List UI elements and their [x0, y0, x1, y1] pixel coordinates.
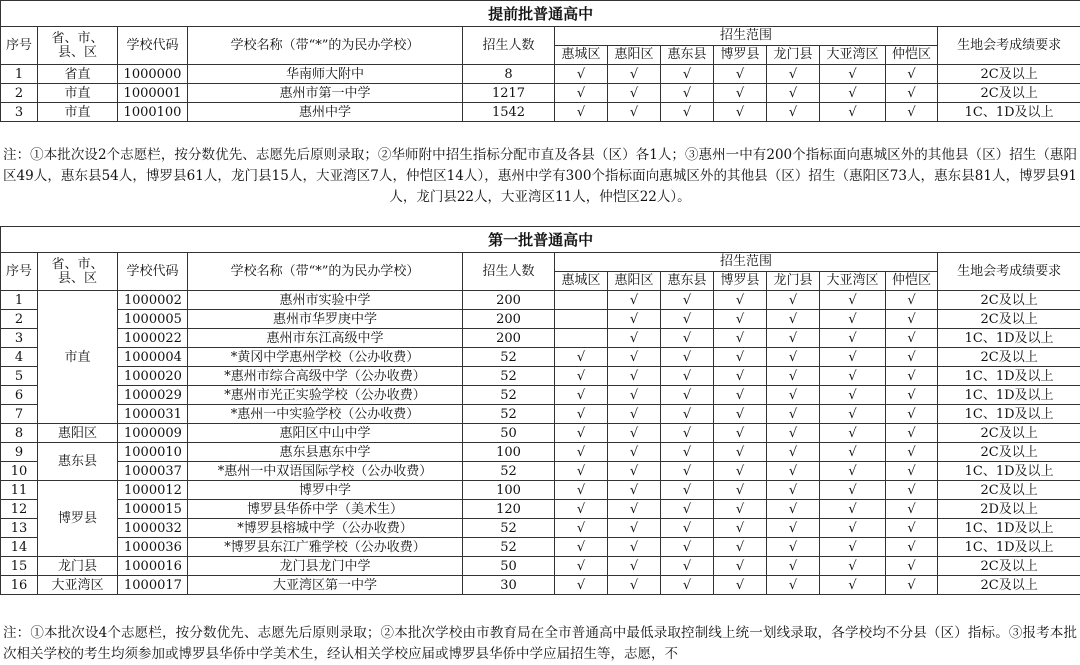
scope-check: √: [714, 443, 767, 462]
scope-check: √: [886, 84, 938, 103]
scope-check: √: [820, 519, 886, 538]
school-name: *黄冈中学惠州学校（公办收费）: [188, 348, 463, 367]
scope-check: √: [661, 557, 714, 576]
scope-check: √: [886, 519, 938, 538]
row-area: 博罗县: [38, 481, 118, 557]
scope-check: √: [886, 462, 938, 481]
enrollment-quota: 1542: [463, 103, 555, 122]
table-row: [1, 310, 1080, 329]
school-code: 1000002: [118, 291, 188, 310]
scope-check: [555, 310, 608, 329]
header-quota: 招生人数: [463, 253, 555, 291]
enrollment-quota: 52: [463, 367, 555, 386]
scope-check: √: [555, 557, 608, 576]
scope-check: √: [555, 462, 608, 481]
scope-check: √: [661, 500, 714, 519]
scope-check: √: [886, 329, 938, 348]
table-row: [1, 481, 1080, 500]
row-number: 1: [1, 291, 38, 310]
row-number: 3: [1, 103, 38, 122]
scope-check: √: [820, 538, 886, 557]
school-code: 1000036: [118, 538, 188, 557]
scope-check: √: [820, 310, 886, 329]
scope-check: √: [886, 291, 938, 310]
school-code: 1000012: [118, 481, 188, 500]
school-name: 华南师大附中: [188, 65, 463, 84]
row-number: 2: [1, 310, 38, 329]
scope-check: √: [661, 291, 714, 310]
scope-check: √: [886, 424, 938, 443]
scope-check: √: [714, 500, 767, 519]
scope-check: √: [886, 103, 938, 122]
scope-check: √: [714, 310, 767, 329]
scope-check: √: [661, 405, 714, 424]
header-region: 龙门县: [767, 46, 820, 65]
enrollment-quota: 120: [463, 500, 555, 519]
scope-check: √: [714, 462, 767, 481]
table-row: [1, 367, 1080, 386]
scope-check: √: [714, 557, 767, 576]
scope-check: √: [767, 348, 820, 367]
scope-check: √: [886, 443, 938, 462]
scope-check: √: [608, 557, 661, 576]
scope-check: √: [555, 65, 608, 84]
school-name: 惠州市东江高级中学: [188, 329, 463, 348]
section-title: 第一批普通高中: [1, 227, 1080, 253]
score-requirement: 2C及以上: [938, 348, 1080, 367]
scope-check: √: [767, 84, 820, 103]
scope-check: √: [886, 386, 938, 405]
scope-check: √: [608, 310, 661, 329]
header-code: 学校代码: [118, 27, 188, 65]
scope-check: √: [608, 576, 661, 595]
scope-check: √: [661, 481, 714, 500]
scope-check: √: [555, 103, 608, 122]
enrollment-quota: 1217: [463, 84, 555, 103]
header-scope: 招生范围: [555, 253, 938, 272]
scope-check: √: [886, 310, 938, 329]
table-row: [1, 519, 1080, 538]
row-number: 2: [1, 84, 38, 103]
scope-check: √: [767, 462, 820, 481]
enrollment-quota: 200: [463, 291, 555, 310]
score-requirement: 1C、1D及以上: [938, 538, 1080, 557]
school-name: *惠州一中实验学校（公办收费）: [188, 405, 463, 424]
score-requirement: 2C及以上: [938, 576, 1080, 595]
scope-check: √: [608, 481, 661, 500]
row-number: 3: [1, 329, 38, 348]
header-region: 大亚湾区: [820, 46, 886, 65]
table-row: [1, 84, 1080, 103]
enrollment-quota: 8: [463, 65, 555, 84]
scope-check: √: [661, 576, 714, 595]
scope-check: √: [608, 462, 661, 481]
enrollment-quota: 50: [463, 424, 555, 443]
enrollment-quota: 50: [463, 557, 555, 576]
scope-check: √: [608, 329, 661, 348]
scope-check: √: [661, 310, 714, 329]
score-requirement: 1C、1D及以上: [938, 462, 1080, 481]
row-number: 12: [1, 500, 38, 519]
row-area: 市直: [38, 84, 118, 103]
first-batch-table: [0, 226, 1080, 595]
scope-check: √: [608, 519, 661, 538]
scope-check: √: [555, 538, 608, 557]
scope-check: √: [555, 424, 608, 443]
row-number: 11: [1, 481, 38, 500]
header-region: 惠阳区: [608, 46, 661, 65]
enrollment-quota: 52: [463, 348, 555, 367]
scope-check: √: [555, 348, 608, 367]
row-number: 5: [1, 367, 38, 386]
row-area: 市直: [38, 291, 118, 424]
row-area: 大亚湾区: [38, 576, 118, 595]
scope-check: √: [661, 538, 714, 557]
scope-check: √: [820, 386, 886, 405]
score-requirement: 1C、1D及以上: [938, 386, 1080, 405]
scope-check: √: [714, 538, 767, 557]
school-code: 1000016: [118, 557, 188, 576]
scope-check: √: [714, 84, 767, 103]
school-code: 1000031: [118, 405, 188, 424]
school-code: 1000009: [118, 424, 188, 443]
row-number: 15: [1, 557, 38, 576]
header-region: 博罗县: [714, 272, 767, 291]
table-row: [1, 424, 1080, 443]
scope-check: √: [767, 519, 820, 538]
table-row: [1, 405, 1080, 424]
enrollment-quota: 52: [463, 462, 555, 481]
scope-check: √: [661, 424, 714, 443]
school-code: 1000032: [118, 519, 188, 538]
row-area: 省直: [38, 65, 118, 84]
school-code: 1000010: [118, 443, 188, 462]
scope-check: √: [714, 405, 767, 424]
enrollment-quota: 52: [463, 386, 555, 405]
table-row: [1, 103, 1080, 122]
score-requirement: 2C及以上: [938, 310, 1080, 329]
scope-check: √: [767, 386, 820, 405]
school-code: 1000000: [118, 65, 188, 84]
score-requirement: 2C及以上: [938, 481, 1080, 500]
row-area: 惠东县: [38, 443, 118, 481]
header-scope: 招生范围: [555, 27, 938, 46]
scope-check: √: [767, 65, 820, 84]
score-requirement: 2D及以上: [938, 500, 1080, 519]
table-row: [1, 538, 1080, 557]
school-code: 1000022: [118, 329, 188, 348]
header-region: 惠东县: [661, 272, 714, 291]
score-requirement: 2C及以上: [938, 65, 1080, 84]
scope-check: √: [820, 103, 886, 122]
score-requirement: 2C及以上: [938, 291, 1080, 310]
scope-check: √: [767, 500, 820, 519]
scope-check: √: [886, 481, 938, 500]
header-name: 学校名称（带“*”的为民办学校）: [188, 253, 463, 291]
scope-check: √: [714, 329, 767, 348]
row-number: 6: [1, 386, 38, 405]
school-code: 1000100: [118, 103, 188, 122]
header-region: 龙门县: [767, 272, 820, 291]
scope-check: √: [661, 519, 714, 538]
scope-check: √: [820, 291, 886, 310]
scope-check: √: [820, 65, 886, 84]
table-row: [1, 500, 1080, 519]
scope-check: √: [714, 103, 767, 122]
header-no: 序号: [1, 253, 38, 291]
scope-check: √: [714, 576, 767, 595]
scope-check: √: [820, 557, 886, 576]
scope-check: √: [661, 462, 714, 481]
scope-check: √: [608, 65, 661, 84]
scope-check: √: [886, 557, 938, 576]
header-area: 省、市、县、区: [38, 27, 118, 65]
scope-check: √: [886, 348, 938, 367]
scope-check: √: [608, 367, 661, 386]
scope-check: √: [661, 65, 714, 84]
scope-check: √: [714, 519, 767, 538]
scope-check: √: [555, 481, 608, 500]
header-requirement: 生地会考成绩要求: [938, 27, 1080, 65]
score-requirement: 2C及以上: [938, 424, 1080, 443]
table-row: [1, 443, 1080, 462]
table-row: [1, 576, 1080, 595]
scope-check: √: [555, 500, 608, 519]
school-name: *博罗县东江广雅学校（公办收费）: [188, 538, 463, 557]
row-area: 龙门县: [38, 557, 118, 576]
scope-check: √: [820, 405, 886, 424]
school-code: 1000020: [118, 367, 188, 386]
scope-check: [555, 291, 608, 310]
school-code: 1000005: [118, 310, 188, 329]
row-number: 13: [1, 519, 38, 538]
scope-check: √: [608, 103, 661, 122]
header-quota: 招生人数: [463, 27, 555, 65]
scope-check: √: [714, 386, 767, 405]
school-name: *惠州市光正实验学校（公办收费）: [188, 386, 463, 405]
scope-check: √: [767, 538, 820, 557]
enrollment-quota: 200: [463, 329, 555, 348]
scope-check: √: [714, 65, 767, 84]
table-row: [1, 462, 1080, 481]
score-requirement: 2C及以上: [938, 443, 1080, 462]
scope-check: √: [714, 367, 767, 386]
row-area: 惠阳区: [38, 424, 118, 443]
scope-check: √: [767, 291, 820, 310]
scope-check: √: [820, 462, 886, 481]
section2-note: 注：①本批次设4个志愿栏，按分数优先、志愿先后原则录取；②本批次学校由市教育局在全市普通高中最低录取控制线上统一划线录取，各学校均不分县（区）指标。③报考本批次相关学校的考生均须参加或博罗县华侨中学美术生，经认相关学校应届或博罗县华侨中学应届招生等，志愿，不: [3, 623, 1077, 665]
school-code: 1000037: [118, 462, 188, 481]
scope-check: √: [661, 367, 714, 386]
header-region: 惠东县: [661, 46, 714, 65]
enrollment-quota: 100: [463, 481, 555, 500]
scope-check: √: [661, 443, 714, 462]
score-requirement: 1C、1D及以上: [938, 405, 1080, 424]
scope-check: √: [820, 443, 886, 462]
scope-check: √: [886, 576, 938, 595]
scope-check: √: [555, 386, 608, 405]
scope-check: √: [661, 84, 714, 103]
scope-check: √: [886, 65, 938, 84]
score-requirement: 1C、1D及以上: [938, 329, 1080, 348]
header-requirement: 生地会考成绩要求: [938, 253, 1080, 291]
row-number: 8: [1, 424, 38, 443]
school-code: 1000015: [118, 500, 188, 519]
school-code: 1000029: [118, 386, 188, 405]
table-row: [1, 386, 1080, 405]
scope-check: √: [767, 405, 820, 424]
scope-check: √: [767, 103, 820, 122]
enrollment-quota: 52: [463, 538, 555, 557]
header-region: 惠城区: [555, 46, 608, 65]
scope-check: √: [820, 481, 886, 500]
row-number: 14: [1, 538, 38, 557]
school-code: 1000017: [118, 576, 188, 595]
scope-check: √: [661, 329, 714, 348]
scope-check: √: [820, 348, 886, 367]
table-row: [1, 65, 1080, 84]
header-region: 仲恺区: [886, 272, 938, 291]
row-number: 10: [1, 462, 38, 481]
row-number: 1: [1, 65, 38, 84]
section1-note: 注：①本批次设2个志愿栏，按分数优先、志愿先后原则录取；②华师附中招生指标分配市直及各县（区）各1人；③惠州一中有200个指标面向惠城区外的其他县（区）招生（惠阳区49人，惠东县54人，博罗县61人，龙门县15人，大亚湾区7人，仲恺区14人），惠州中学有300个指标面向惠城区外的其他县（区）招生（惠阳区73人，惠东县81人，博罗县91人，龙门县22人，大亚湾区11人，仲恺区22人）。: [3, 145, 1077, 208]
scope-check: √: [608, 348, 661, 367]
scope-check: √: [555, 405, 608, 424]
row-number: 4: [1, 348, 38, 367]
score-requirement: 1C、1D及以上: [938, 519, 1080, 538]
header-no: 序号: [1, 27, 38, 65]
school-name: 惠州中学: [188, 103, 463, 122]
school-name: 惠州市第一中学: [188, 84, 463, 103]
scope-check: √: [608, 291, 661, 310]
score-requirement: 2C及以上: [938, 557, 1080, 576]
section-title: 提前批普通高中: [1, 1, 1080, 27]
enrollment-quota: 100: [463, 443, 555, 462]
school-name: *惠州市综合高级中学（公办收费）: [188, 367, 463, 386]
scope-check: √: [886, 367, 938, 386]
school-name: 惠东县惠东中学: [188, 443, 463, 462]
scope-check: √: [767, 576, 820, 595]
scope-check: √: [767, 424, 820, 443]
scope-check: √: [820, 329, 886, 348]
score-requirement: 1C、1D及以上: [938, 103, 1080, 122]
school-name: *博罗县榕城中学（公办收费）: [188, 519, 463, 538]
table-row: [1, 291, 1080, 310]
scope-check: √: [608, 443, 661, 462]
scope-check: √: [608, 500, 661, 519]
header-region: 惠阳区: [608, 272, 661, 291]
header-region: 大亚湾区: [820, 272, 886, 291]
scope-check: √: [608, 405, 661, 424]
scope-check: √: [608, 424, 661, 443]
row-number: 7: [1, 405, 38, 424]
header-code: 学校代码: [118, 253, 188, 291]
school-name: 博罗中学: [188, 481, 463, 500]
table-row: [1, 329, 1080, 348]
scope-check: √: [820, 367, 886, 386]
enrollment-quota: 200: [463, 310, 555, 329]
school-name: *惠州一中双语国际学校（公办收费）: [188, 462, 463, 481]
header-area: 省、市、县、区: [38, 253, 118, 291]
scope-check: √: [714, 481, 767, 500]
header-region: 惠城区: [555, 272, 608, 291]
header-name: 学校名称（带“*”的为民办学校）: [188, 27, 463, 65]
scope-check: [555, 329, 608, 348]
enrollment-quota: 30: [463, 576, 555, 595]
scope-check: √: [767, 329, 820, 348]
scope-check: √: [820, 500, 886, 519]
header-region: 博罗县: [714, 46, 767, 65]
scope-check: √: [661, 103, 714, 122]
scope-check: √: [555, 84, 608, 103]
scope-check: √: [608, 84, 661, 103]
scope-check: √: [555, 576, 608, 595]
scope-check: √: [555, 367, 608, 386]
enrollment-quota: 52: [463, 519, 555, 538]
header-region: 仲恺区: [886, 46, 938, 65]
scope-check: √: [820, 84, 886, 103]
scope-check: √: [820, 576, 886, 595]
school-code: 1000001: [118, 84, 188, 103]
scope-check: √: [555, 443, 608, 462]
scope-check: √: [767, 557, 820, 576]
score-requirement: 1C、1D及以上: [938, 367, 1080, 386]
scope-check: √: [767, 367, 820, 386]
school-name: 博罗县华侨中学（美术生）: [188, 500, 463, 519]
scope-check: √: [608, 538, 661, 557]
scope-check: √: [714, 424, 767, 443]
scope-check: √: [767, 443, 820, 462]
row-number: 9: [1, 443, 38, 462]
school-name: 大亚湾区第一中学: [188, 576, 463, 595]
table-row: [1, 348, 1080, 367]
enrollment-quota: 52: [463, 405, 555, 424]
early-batch-table: [0, 0, 1080, 122]
row-number: 16: [1, 576, 38, 595]
school-code: 1000004: [118, 348, 188, 367]
score-requirement: 2C及以上: [938, 84, 1080, 103]
scope-check: √: [886, 405, 938, 424]
scope-check: √: [661, 386, 714, 405]
scope-check: √: [714, 348, 767, 367]
scope-check: √: [555, 519, 608, 538]
row-area: 市直: [38, 103, 118, 122]
scope-check: √: [714, 291, 767, 310]
school-name: 惠州市实验中学: [188, 291, 463, 310]
school-name: 龙门县龙门中学: [188, 557, 463, 576]
scope-check: √: [608, 386, 661, 405]
table-row: [1, 557, 1080, 576]
school-name: 惠阳区中山中学: [188, 424, 463, 443]
school-name: 惠州市华罗庚中学: [188, 310, 463, 329]
scope-check: √: [767, 481, 820, 500]
scope-check: √: [820, 424, 886, 443]
scope-check: √: [886, 538, 938, 557]
scope-check: √: [886, 500, 938, 519]
scope-check: √: [767, 310, 820, 329]
scope-check: √: [661, 348, 714, 367]
